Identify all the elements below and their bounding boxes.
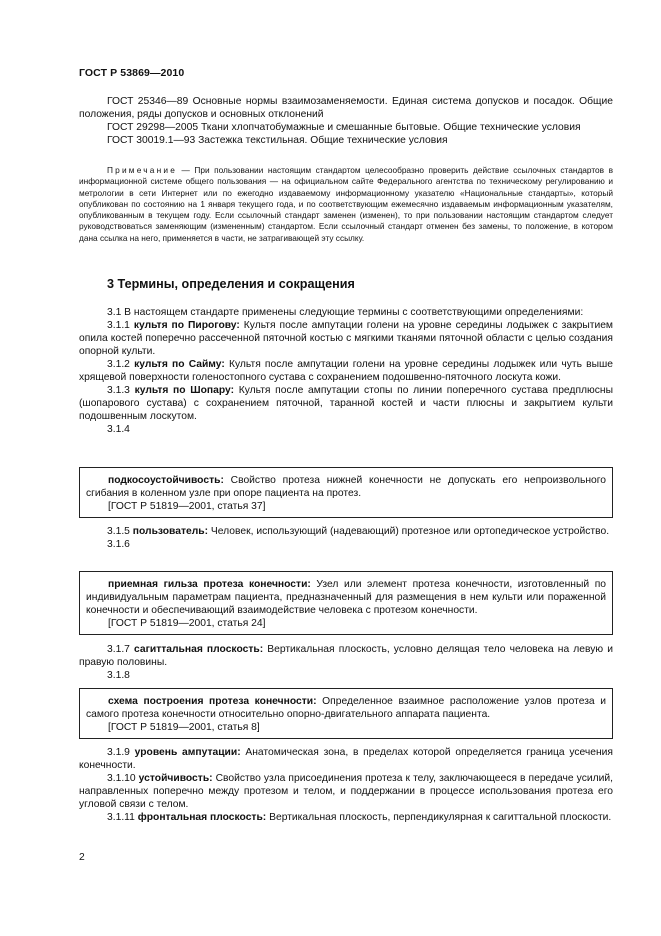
reference-item: ГОСТ 30019.1—93 Застежка текстильная. Общие технические условия bbox=[107, 135, 448, 146]
terms-part-2 bbox=[79, 525, 613, 551]
reference-item: ГОСТ 29298—2005 Ткани хлопчатобумажные и смешанные бытовые. Общие технические условия bbox=[107, 122, 581, 133]
term-name: сагиттальная плоскость: bbox=[134, 644, 264, 655]
term-3-1-1: 3.1.1 культя по Пирогову: Культя после ампутации голени на уровне середины лодыжек с закрытием опила костей поперечно рассеченной пяточной костью с мягкими тканями пяточной области с целью создания опорной культи. bbox=[79, 320, 613, 357]
term-name: пользователь: bbox=[132, 526, 209, 537]
term-3-1-8-number: 3.1.8 bbox=[107, 670, 130, 681]
term-name: культя по Сайму: bbox=[134, 359, 225, 370]
term-3-1-4-number: 3.1.4 bbox=[107, 424, 130, 435]
term-name: фронтальная плоскость: bbox=[137, 812, 267, 823]
term-3-1-10: 3.1.10 устойчивость: Свойство узла присоединения протеза к телу, заключающееся в передаче усилий, направленных поперечно между протезом и телом, и поддержании в процессе использования протеза его угловой связи с телом. bbox=[79, 773, 613, 810]
term-name: подкосоустойчивость: bbox=[108, 475, 224, 486]
note-text: — При пользовании настоящим стандартом целесообразно проверить действие ссылочных стандартов в информационной системе общего пользования — на официальном сайте Федерального агентства по техническому регулированию и метрологии в сети Интернет или по ежегодно издаваемому информационному указателю «Национальные стандарты», который опубликован по состоянию на 1 января текущего года, и по соответствующим ежемесячно издаваемым информационным указателям, опубликованным в текущем году. Если ссылочный стандарт заменен (изменен), то при пользовании настоящим стандартом следует руководствоваться заменяющим (измененным) стандартом. Если ссылочный стандарт отменен без замены, то положение, в котором дана ссылка на него, применяется в части, не затрагивающей эту ссылку. bbox=[79, 165, 613, 243]
term-box-3-1-4: подкосоустойчивость: Свойство протеза нижней конечности не допускать его непроизвольного сгибания в коленном узле при опоре пациента на протез. [ГОСТ Р 51819—2001, статья 37] bbox=[79, 467, 613, 518]
term-name: уровень ампутации: bbox=[134, 747, 241, 758]
term-3-1-2: 3.1.2 культя по Сайму: Культя после ампутации голени на уровне середины лодыжек или чуть выше хрящевой поверхности голеностопного сустава с сохранением подошвенно-пяточного лоскута кожи. bbox=[79, 359, 613, 383]
term-3-1-9: 3.1.9 уровень ампутации: Анатомическая зона, в пределах которой определяется граница усечения конечности. bbox=[79, 747, 613, 771]
term-3-1-7: 3.1.7 сагиттальная плоскость: Вертикальная плоскость, условно делящая тело человека на левую и правую половины. bbox=[79, 644, 613, 668]
term-box-3-1-6: приемная гильза протеза конечности: Узел или элемент протеза конечности, изготовленный по индивидуальным параметрам пациента, предназначенный для размещения в нем культи или пораженной конечности и обеспечивающий взаимодействие человека с протезом конечности. [ГОСТ Р 51819—2001, статья 24] bbox=[79, 571, 613, 635]
term-3-1-6-number: 3.1.6 bbox=[107, 539, 130, 550]
terms-part-3 bbox=[79, 643, 613, 682]
note-paragraph bbox=[79, 165, 613, 244]
section-heading: 3 Термины, определения и сокращения bbox=[107, 277, 355, 291]
intro-paragraph: 3.1 В настоящем стандарте применены следующие термины с соответствующими определениями: bbox=[107, 307, 584, 318]
term-name: устойчивость: bbox=[138, 773, 213, 784]
source-reference: [ГОСТ Р 51819—2001, статья 37] bbox=[108, 501, 266, 512]
reference-item: ГОСТ 25346—89 Основные нормы взаимозаменяемости. Единая система допусков и посадок. Общие положения, ряды допусков и основных отклонений bbox=[79, 96, 613, 120]
note-block bbox=[79, 165, 613, 244]
term-3-1-5: 3.1.5 пользователь: Человек, использующий (надевающий) протезное или ортопедическое устройство. bbox=[107, 526, 610, 537]
note-label: Примечание bbox=[107, 165, 178, 175]
term-name: культя по Шопару: bbox=[134, 385, 235, 396]
term-3-1-3: 3.1.3 культя по Шопару: Культя после ампутации стопы по линии поперечного сустава предплюсны (шопарового сустава) с сохранением пяточной, таранной костей и части плюсны и закрытием культи подошвенным лоскутом. bbox=[79, 385, 613, 422]
term-box-3-1-8: схема построения протеза конечности: Определенное взаимное расположение узлов протеза и самого протеза конечности относительно опорно-двигательного аппарата пациента. [ГОСТ Р 51819—2001, статья 8] bbox=[79, 688, 613, 739]
page-number: 2 bbox=[79, 852, 85, 863]
terms-part-1 bbox=[79, 306, 613, 436]
source-reference: [ГОСТ Р 51819—2001, статья 24] bbox=[108, 618, 266, 629]
running-header: ГОСТ Р 53869—2010 bbox=[79, 67, 185, 79]
term-name: культя по Пирогову: bbox=[133, 320, 240, 331]
source-reference: [ГОСТ Р 51819—2001, статья 8] bbox=[108, 722, 260, 733]
term-name: схема построения протеза конечности: bbox=[108, 696, 317, 707]
terms-part-4 bbox=[79, 746, 613, 824]
normative-references bbox=[79, 95, 613, 147]
term-name: приемная гильза протеза конечности: bbox=[108, 579, 311, 590]
term-3-1-11: 3.1.11 фронтальная плоскость: Вертикальная плоскость, перпендикулярная к сагиттальной плоскости. bbox=[107, 812, 612, 823]
